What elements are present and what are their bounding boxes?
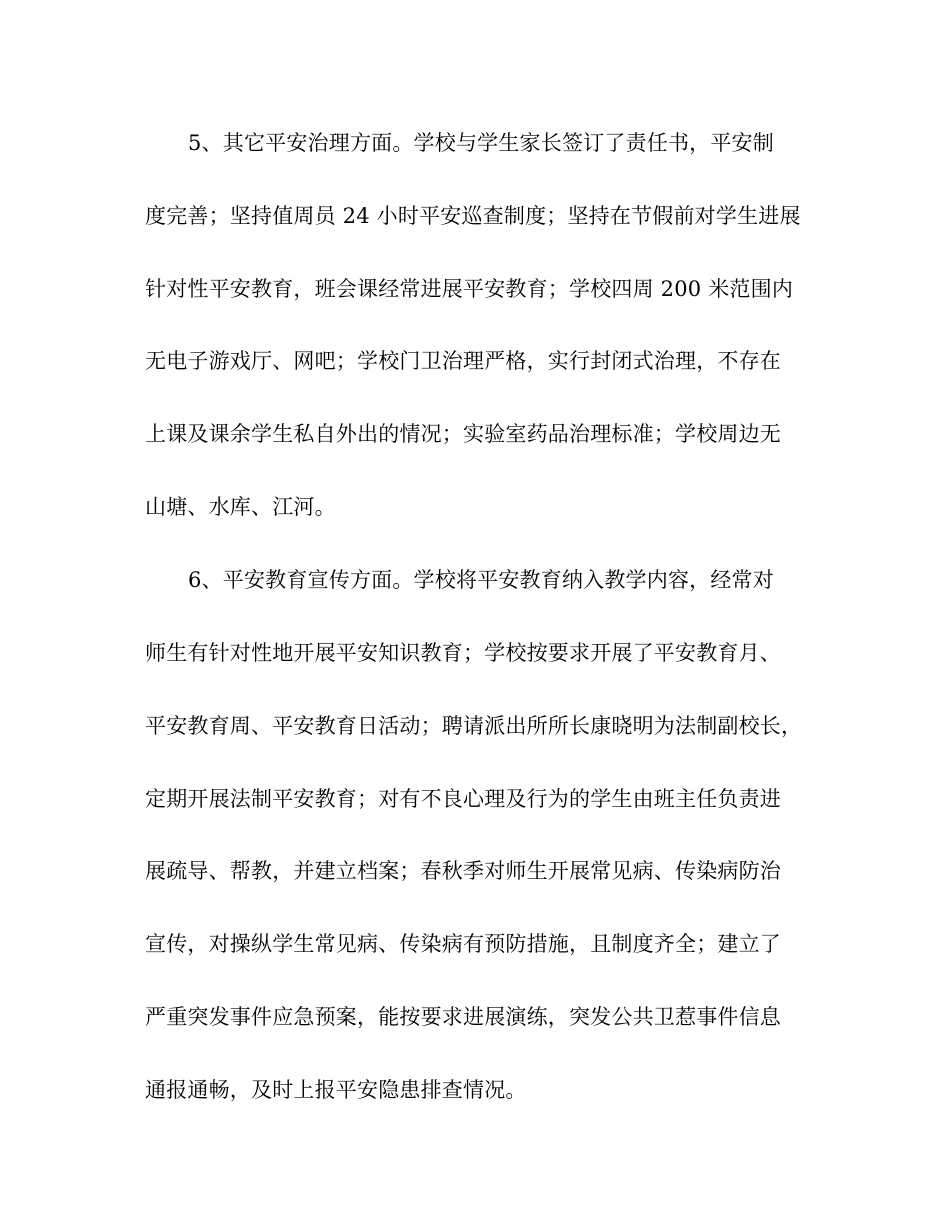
paragraph-line: 5、其它平安治理方面。学校与学生家长签订了责任书，平安制 xyxy=(188,131,774,155)
paragraph-line: 度完善；坚持值周员 24 小时平安巡查制度；坚持在节假前对学生进展 xyxy=(145,204,801,228)
paragraph-line: 上课及课余学生私自外出的情况；实验室药品治理标准；学校周边无 xyxy=(145,422,781,446)
paragraph-line: 针对性平安教育，班会课经常进展平安教育；学校四周 200 米范围内 xyxy=(145,277,794,301)
paragraph-line: 通报通畅，及时上报平安隐患排查情况。 xyxy=(145,1078,527,1102)
paragraph-line: 山塘、水库、江河。 xyxy=(145,495,336,519)
paragraph-line: 严重突发事件应急预案，能按要求进展演练，突发公共卫惹事件信息 xyxy=(145,1005,781,1029)
paragraph-line: 平安教育周、平安教育日活动；聘请派出所所长康晓明为法制副校长， xyxy=(145,714,803,738)
paragraph-line: 师生有针对性地开展平安知识教育；学校按要求开展了平安教育月、 xyxy=(145,641,781,665)
paragraph-line: 宣传，对操纵学生常见病、传染病有预防措施，且制度齐全；建立了 xyxy=(145,932,781,956)
paragraph-line: 展疏导、帮教，并建立档案；春秋季对师生开展常见病、传染病防治 xyxy=(145,859,781,883)
paragraph-line: 定期开展法制平安教育；对有不良心理及行为的学生由班主任负责进 xyxy=(145,787,781,811)
paragraph-line: 6、平安教育宣传方面。学校将平安教育纳入教学内容，经常对 xyxy=(188,568,774,592)
paragraph-line: 无电子游戏厅、网吧；学校门卫治理严格，实行封闭式治理，不存在 xyxy=(145,349,781,373)
